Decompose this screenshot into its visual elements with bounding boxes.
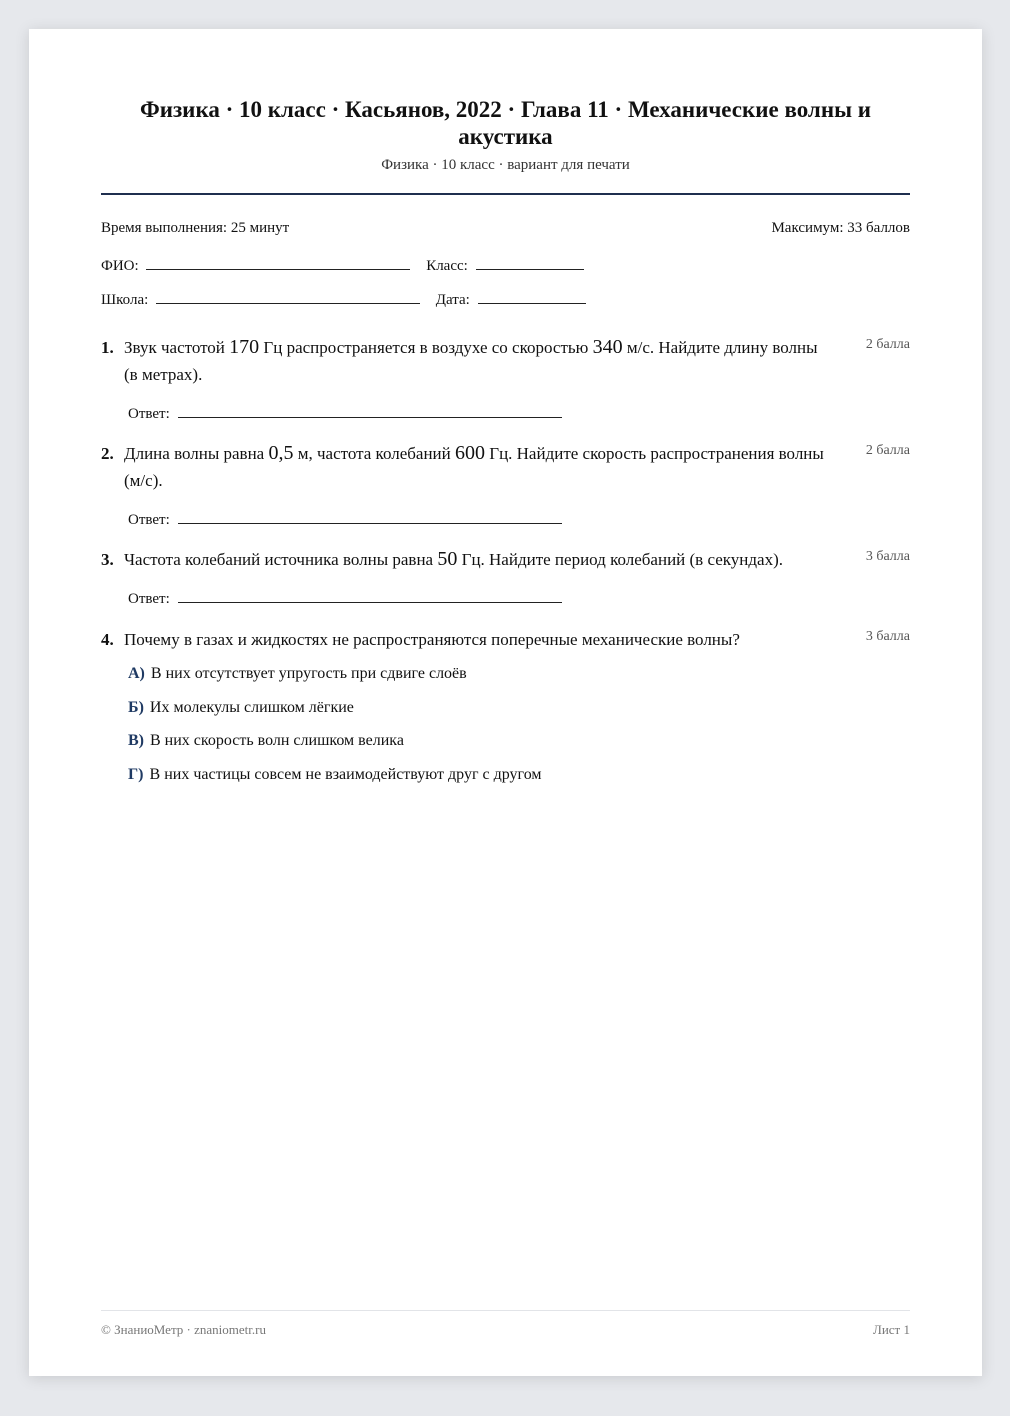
math-value: 600: [454, 442, 485, 464]
question-number: 1.: [101, 338, 114, 357]
question-points: 2 балла: [865, 443, 910, 458]
page-title: Физика · 10 класс · Касьянов, 2022 · Глава 11 · Механические волны и акустика: [139, 97, 872, 149]
text-part: Гц распространяется в воздухе со скоростью: [259, 338, 593, 357]
footer-divider: [101, 1310, 910, 1311]
math-value: 50: [437, 548, 458, 570]
fio-class-row: [101, 253, 584, 275]
worksheet-page: [29, 29, 982, 1376]
text-part: м, частота колебаний: [293, 444, 455, 463]
time-limit: Время выполнения: 25 минут: [101, 220, 290, 236]
answer-field[interactable]: [178, 507, 562, 524]
question-points: 3 балла: [865, 549, 910, 564]
math-value: 170: [229, 336, 260, 358]
option-b[interactable]: [128, 699, 354, 717]
math-value: 0,5: [268, 442, 294, 464]
answer-label: Ответ:: [128, 406, 170, 422]
text-part: Частота колебаний источника волны равна: [124, 550, 438, 569]
option-a[interactable]: [128, 665, 467, 683]
option-letter: А): [128, 665, 145, 682]
meta-row: [101, 220, 910, 237]
class-label: Класс:: [426, 258, 468, 274]
fio-label: ФИО:: [101, 258, 139, 274]
text-part: Гц. Найдите скорость распространения волны (м/с).: [124, 444, 824, 490]
max-score: Максимум: 33 баллов: [771, 220, 910, 236]
question-2: [101, 440, 910, 494]
option-text: В них скорость волн слишком велика: [150, 732, 404, 749]
answer-label: Ответ:: [128, 512, 170, 528]
question-points: 2 балла: [865, 337, 910, 352]
option-letter: В): [128, 732, 144, 749]
fio-field[interactable]: [146, 253, 410, 270]
class-field[interactable]: [476, 253, 584, 270]
date-label: Дата:: [435, 292, 470, 308]
question-points: 3 балла: [865, 629, 910, 644]
option-letter: Г): [128, 766, 144, 783]
math-value: 340: [592, 336, 623, 358]
question-text: [124, 546, 844, 573]
question-text: [124, 440, 824, 494]
option-letter: Б): [128, 699, 144, 716]
option-text: Их молекулы слишком лёгкие: [149, 699, 354, 716]
text-part: Гц. Найдите период колебаний (в секундах).: [457, 550, 783, 569]
answer-row-2: [128, 507, 562, 529]
school-label: Школа:: [101, 292, 149, 308]
page-subtitle: Физика · 10 класс · вариант для печати: [381, 157, 630, 173]
text-part: м/с. Найдите длину волны (в метрах).: [124, 338, 818, 384]
option-d[interactable]: [128, 766, 542, 784]
question-4: [101, 626, 910, 653]
school-date-row: [101, 287, 586, 309]
question-number: 4.: [101, 630, 114, 649]
option-text: В них отсутствует упругость при сдвиге слоёв: [150, 665, 467, 682]
school-field[interactable]: [156, 287, 420, 304]
question-1: [101, 334, 910, 388]
answer-row-1: [128, 401, 562, 423]
text-part: Звук частотой: [124, 338, 230, 357]
footer: [101, 1322, 910, 1338]
question-text: [124, 334, 824, 388]
date-field[interactable]: [478, 287, 586, 304]
question-3: [101, 546, 910, 573]
question-text: Почему в газах и жидкостях не распространяются поперечные механические волны?: [124, 630, 740, 649]
text-part: Длина волны равна: [124, 444, 269, 463]
answer-field[interactable]: [178, 586, 562, 603]
footer-page-number: Лист 1: [873, 1322, 910, 1337]
question-number: 3.: [101, 550, 114, 569]
question-number: 2.: [101, 444, 114, 463]
answer-field[interactable]: [178, 401, 562, 418]
footer-copyright: © ЗнаниоМетр · znaniometr.ru: [101, 1322, 266, 1337]
option-c[interactable]: [128, 732, 404, 750]
header-divider: [101, 193, 910, 195]
answer-label: Ответ:: [128, 591, 170, 607]
option-text: В них частицы совсем не взаимодействуют друг с другом: [149, 766, 542, 783]
answer-row-3: [128, 586, 562, 608]
